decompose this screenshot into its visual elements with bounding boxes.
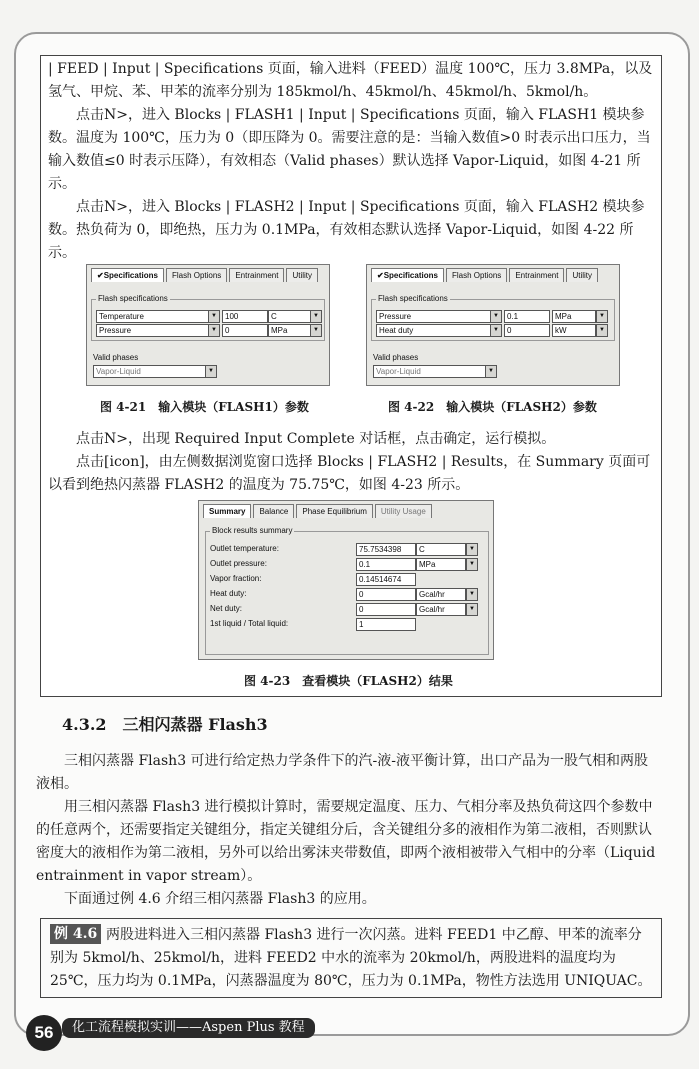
tab-utility[interactable]: Utility xyxy=(286,268,318,282)
result-value: 0 xyxy=(356,588,416,601)
tab-flash-options[interactable]: Flash Options xyxy=(446,268,507,282)
valid-phases-group xyxy=(371,353,613,381)
spec2-unit[interactable]: MPa xyxy=(268,324,312,337)
section-heading: 4.3.2 三相闪蒸器 Flash3 xyxy=(62,715,268,734)
flash-spec-group xyxy=(91,294,325,341)
result-unit[interactable]: MPa xyxy=(416,558,466,571)
result-value: 75.7534398 xyxy=(356,543,416,556)
spec1-unit[interactable]: C xyxy=(268,310,312,323)
spec2-select[interactable]: Pressure xyxy=(96,324,210,337)
valid-phases-select[interactable]: Vapor-Liquid xyxy=(373,365,487,378)
paragraph-1: | FEED | Input | Specifications 页面，输入进料（FEED）温度 100℃，压力 3.8MPa，以及氢气、甲烷、苯、甲苯的流率分别为 185kmol/h、45kmol/h、45kmol/h、5kmol/h。 xyxy=(48,61,653,100)
tab-summary[interactable]: Summary xyxy=(203,504,251,518)
chevron-down-icon[interactable]: ▼ xyxy=(466,543,478,556)
example-label: 例 4.6 xyxy=(50,924,101,944)
result-label: Net duty: xyxy=(210,604,243,613)
figure-4-21-caption: 图 4-21 输入模块（FLASH1）参数 xyxy=(100,400,309,414)
tab-flash-options[interactable]: Flash Options xyxy=(166,268,227,282)
spec2-unit[interactable]: kW xyxy=(552,324,596,337)
spec2-value[interactable]: 0 xyxy=(222,324,268,337)
tab-balance[interactable]: Balance xyxy=(253,504,294,518)
spec2-value[interactable]: 0 xyxy=(504,324,550,337)
paragraph-4: 点击N>，出现 Required Input Complete 对话框，点击确定，运行模拟。 xyxy=(76,431,556,447)
valid-phases-label: Valid phases xyxy=(373,353,419,362)
valid-phases-select[interactable]: Vapor-Liquid xyxy=(93,365,207,378)
results-tabs xyxy=(203,504,434,518)
result-label: Heat duty: xyxy=(210,589,247,598)
paragraph-3: 点击N>，进入 Blocks | FLASH2 | Input | Specifications 页面，输入 FLASH2 模块参数。热负荷为 0，即绝热，压力为 0.1MPa，有效相态默认选择 Vapor-Liquid，如图 4-22 所示。 xyxy=(48,199,645,261)
chevron-down-icon[interactable]: ▼ xyxy=(208,324,220,337)
result-unit[interactable]: Gcal/hr xyxy=(416,588,466,601)
spec1-value[interactable]: 0.1 xyxy=(504,310,550,323)
result-unit[interactable]: C xyxy=(416,543,466,556)
chevron-down-icon[interactable]: ▼ xyxy=(490,324,502,337)
result-value: 0.1 xyxy=(356,558,416,571)
chevron-down-icon[interactable]: ▼ xyxy=(310,310,322,323)
chevron-down-icon[interactable]: ▼ xyxy=(208,310,220,323)
chevron-down-icon[interactable]: ▼ xyxy=(596,324,608,337)
flash2-spec-panel xyxy=(366,264,620,386)
tab-phase-equilibrium[interactable]: Phase Equilibrium xyxy=(296,504,372,518)
flash1-tabs xyxy=(91,268,320,282)
group-label: Flash specifications xyxy=(378,294,448,303)
group-label: Flash specifications xyxy=(98,294,168,303)
spec1-select[interactable]: Pressure xyxy=(376,310,492,323)
result-value: 0 xyxy=(356,603,416,616)
chevron-down-icon[interactable]: ▼ xyxy=(485,365,497,378)
result-label: Vapor fraction: xyxy=(210,574,262,583)
spec2-select[interactable]: Heat duty xyxy=(376,324,492,337)
chevron-down-icon[interactable]: ▼ xyxy=(310,324,322,337)
footer-title: 化工流程模拟实训——Aspen Plus 教程 xyxy=(62,1018,315,1038)
tab-entrainment[interactable]: Entrainment xyxy=(509,268,564,282)
valid-phases-label: Valid phases xyxy=(93,353,139,362)
chevron-down-icon[interactable]: ▼ xyxy=(466,588,478,601)
block-results-summary-group xyxy=(205,526,489,655)
flash2-results-panel xyxy=(198,500,494,660)
flash2-tabs xyxy=(371,268,600,282)
spec1-value[interactable]: 100 xyxy=(222,310,268,323)
result-label: 1st liquid / Total liquid: xyxy=(210,619,289,628)
figure-4-23-caption: 图 4-23 查看模块（FLASH2）结果 xyxy=(244,674,453,688)
chevron-down-icon[interactable]: ▼ xyxy=(466,603,478,616)
tab-utility[interactable]: Utility xyxy=(566,268,598,282)
chevron-down-icon[interactable]: ▼ xyxy=(490,310,502,323)
tab-utility-usage[interactable]: Utility Usage xyxy=(375,504,432,518)
flash-spec-group xyxy=(371,294,615,341)
result-unit[interactable]: Gcal/hr xyxy=(416,603,466,616)
tab-specifications[interactable]: ✔Specifications xyxy=(371,268,444,282)
group-label: Block results summary xyxy=(212,526,293,535)
result-value: 0.14514674 xyxy=(356,573,416,586)
chevron-down-icon[interactable]: ▼ xyxy=(596,310,608,323)
tab-specifications[interactable]: ✔Specifications xyxy=(91,268,164,282)
paragraph-2: 点击N>，进入 Blocks | FLASH1 | Input | Specifications 页面，输入 FLASH1 模块参数。温度为 100℃，压力为 0（即压降为 0。需要注意的是：当输入数值>0 时表示出口压力，当输入数值≤0 时表示压降），有效相态（Valid phases）默认选择 Vapor-Liquid，如图 4-21 所示。 xyxy=(48,107,651,192)
paragraph-8: 下面通过例 4.6 介绍三相闪蒸器 Flash3 的应用。 xyxy=(64,891,376,907)
paragraph-7: 用三相闪蒸器 Flash3 进行模拟计算时，需要规定温度、压力、气相分率及热负荷这四个参数中的任意两个，还需要指定关键组分，指定关键组分后，含关键组分多的液相作为第二液相，否则默认密度大的液相作为第二液相，另外可以给出雾沫夹带数值，即两个液相被带入气相中的分率（Liquid entrainment in vapor stream）。 xyxy=(36,799,656,884)
result-label: Outlet pressure: xyxy=(210,559,267,568)
tab-entrainment[interactable]: Entrainment xyxy=(229,268,284,282)
spec1-unit[interactable]: MPa xyxy=(552,310,596,323)
paragraph-9: 两股进料进入三相闪蒸器 Flash3 进行一次闪蒸。进料 FEED1 中乙醇、甲苯的流率分别为 5kmol/h、25kmol/h，进料 FEED2 中水的流率为 20kmol/h，两股进料的温度均为 25℃，压力均为 0.1MPa，闪蒸器温度为 80℃，压力为 0.1MPa，物性方法选用 UNIQUAC。 xyxy=(50,927,652,989)
spec1-select[interactable]: Temperature xyxy=(96,310,210,323)
chevron-down-icon[interactable]: ▼ xyxy=(466,558,478,571)
result-label: Outlet temperature: xyxy=(210,544,279,553)
result-value: 1 xyxy=(356,618,416,631)
flash1-spec-panel xyxy=(86,264,330,386)
paragraph-5: 点击[icon]，由左侧数据浏览窗口选择 Blocks | FLASH2 | Results，在 Summary 页面可以看到绝热闪蒸器 FLASH2 的温度为 75.75℃，如图 4-23 所示。 xyxy=(48,454,651,493)
chevron-down-icon[interactable]: ▼ xyxy=(205,365,217,378)
paragraph-6: 三相闪蒸器 Flash3 可进行给定热力学条件下的汽-液-液平衡计算，出口产品为一股气相和两股液相。 xyxy=(36,753,649,792)
figure-4-22-caption: 图 4-22 输入模块（FLASH2）参数 xyxy=(388,400,597,414)
valid-phases-group xyxy=(91,353,323,381)
page-number: 56 xyxy=(26,1015,62,1051)
